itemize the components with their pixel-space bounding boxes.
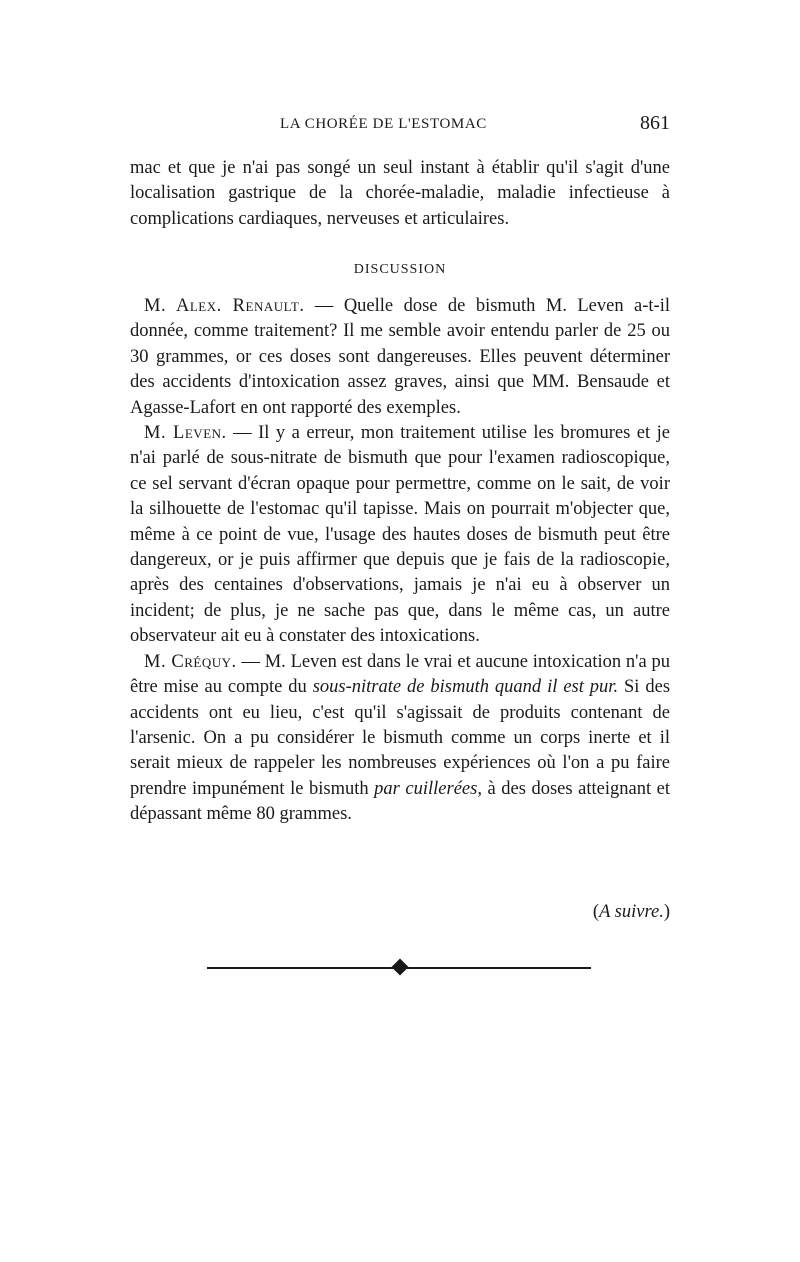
opening-paragraph-block [130, 156, 670, 232]
running-head [130, 112, 670, 140]
discussion-block [130, 294, 670, 828]
running-title: LA CHORÉE DE L'ESTOMAC [280, 116, 487, 132]
speech-text: — M. Leven est dans le vrai et aucune intoxication n'a pu être mise au compte du [130, 651, 670, 698]
speaker-name: M. Alex. Renault. [144, 296, 305, 316]
opening-paragraph: mac et que je n'ai pas songé un seul instant à établir qu'il s'agit d'une localisation gastrique de la chorée-maladie, maladie infectieuse à complications cardiaques, nerveuses et articulaires. [130, 158, 670, 229]
speech-text: à des doses atteignant et dépassant même 80 grammes. [130, 778, 670, 825]
speech-emphasis: sous-nitrate de bismuth quand il est pur. [312, 677, 619, 698]
page-number: 861 [640, 112, 670, 134]
section-heading: DISCUSSION [353, 262, 447, 277]
close-paren: ) [663, 902, 670, 922]
to-be-continued [593, 902, 670, 923]
speech-text: Si des accidents ont eu lieu, c'est qu'il s'agissait de produits contenant de l'arsenic. On a pu considérer le bismuth comme un corps inerte et il serait mieux de rappeler les nombreuses expériences où l'on a pu faire prendre impunément le bismuth [130, 677, 671, 799]
speaker-name: M. Leven. [144, 423, 227, 444]
speaker-name: M. Créquy. [144, 651, 237, 672]
discussion-entry-renault [130, 294, 670, 421]
speech-text: — Quelle dose de bismuth M. Leven a-t-il donnée, comme traitement? Il me semble avoir entendu parler de 25 ou 30 grammes, or ces doses sont dangereuses. Elles peuvent déterminer des accidents d'intoxication assez graves, ainsi que MM. Bensaude et Agasse-Lafort en ont rapporté des exemples. [130, 296, 670, 418]
open-paren: ( [592, 902, 600, 922]
discussion-entry-crequy [130, 650, 670, 828]
end-ornament-diamond-icon [392, 959, 409, 976]
to-follow-label: A suivre. [599, 902, 664, 922]
speech-emphasis: par cuillerées, [374, 778, 482, 799]
speech-text: — Il y a erreur, mon traitement utilise les bromures et je n'ai parlé de sous-nitrate de bismuth que pour l'examen radioscopique, ce sel servant d'écran opaque pour permettre, comme on le sait, de voir la silhouette de l'estomac qu'il tapisse. Mais on pourrait m'objecter que, même à ce point de vue, l'usage des hautes doses de bismuth peut être dangereux, or je puis affirmer que depuis que je fais de la radioscopie, après des centaines d'observations, jamais je n'ai eu à observer un incident; de plus, je ne sache pas que, dans le même cas, un autre observateur ait eu à constater des intoxications. [130, 423, 670, 647]
discussion-entry-leven [130, 421, 670, 650]
